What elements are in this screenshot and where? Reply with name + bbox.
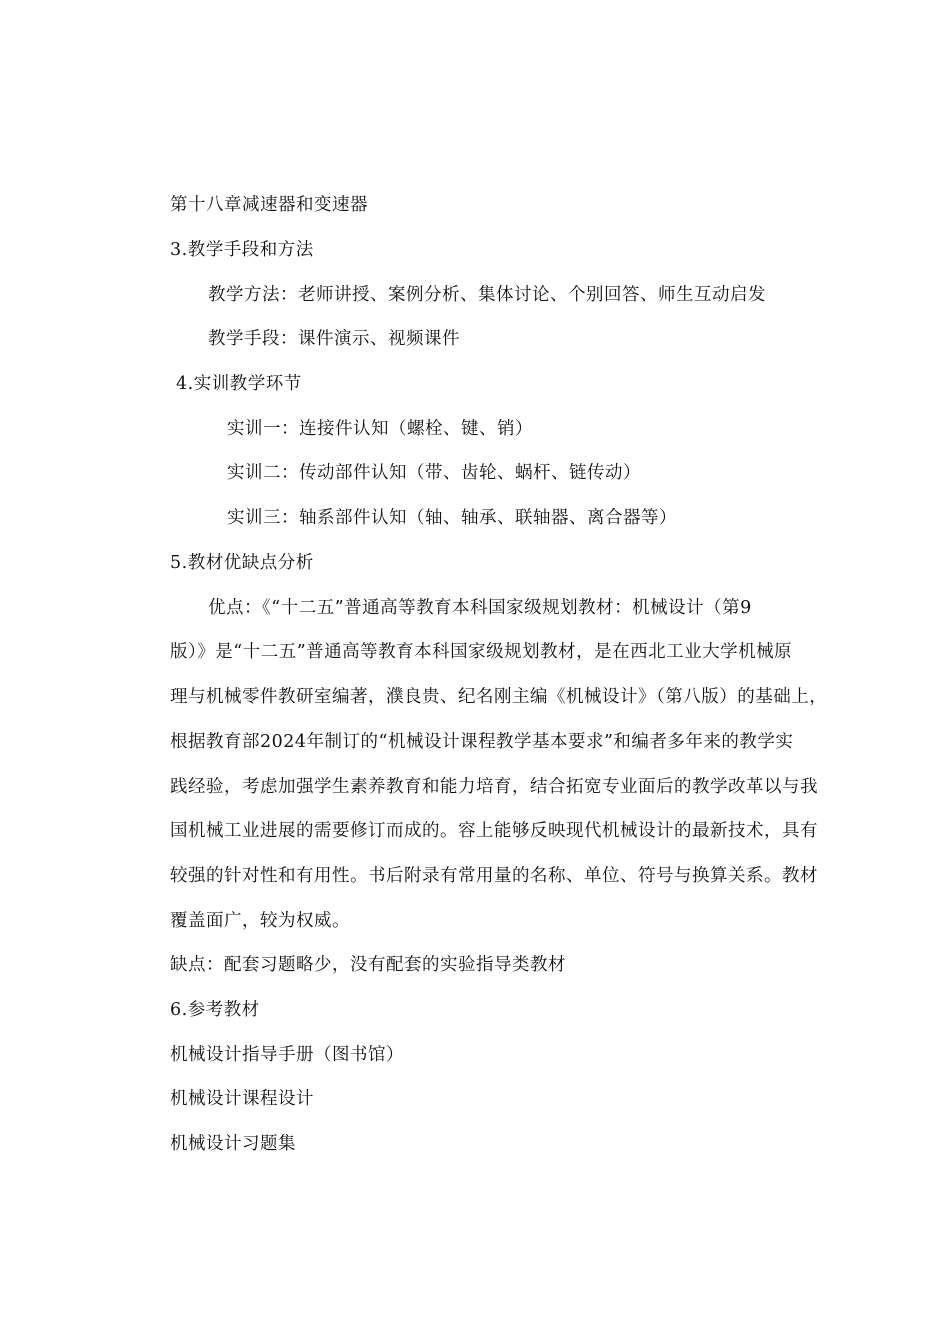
reference-item: 机械设计习题集 — [170, 1134, 296, 1154]
training-3: 实训三：轴系部件认知（轴、轴承、联轴器、离合器等） — [227, 508, 677, 528]
pros-line: 优点：《“十二五”普通高等教育本科国家级规划教材：机械设计（第9 — [208, 598, 752, 618]
cons-line: 缺点：配套习题略少，没有配套的实验指导类教材 — [170, 955, 566, 975]
training-1: 实训一：连接件认知（螺栓、键、销） — [227, 419, 533, 439]
pros-line: 理与机械零件教研室编著，濮良贵、纪名刚主编《机械设计》（第八版）的基础上， — [170, 687, 828, 707]
teaching-means: 教学手段：课件演示、视频课件 — [208, 329, 460, 349]
section-3-heading: 3.教学手段和方法 — [170, 240, 314, 260]
pros-line: 版）》是“十二五”普通高等教育本科国家级规划教材，是在西北工业大学机械原 — [170, 642, 793, 662]
reference-item: 机械设计指导手册（图书馆） — [170, 1045, 404, 1065]
section-6-heading: 6.参考教材 — [170, 1000, 260, 1020]
teaching-methods: 教学方法：老师讲授、案例分析、集体讨论、个别回答、师生互动启发 — [208, 285, 766, 305]
chapter-title: 第十八章减速器和变速器 — [170, 195, 368, 215]
pros-line: 较强的针对性和有用性。书后附录有常用量的名称、单位、符号与换算关系。教材 — [170, 866, 818, 886]
pros-line: 践经验，考虑加强学生素养教育和能力培育，结合拓宽专业面后的教学改革以与我 — [170, 777, 818, 797]
section-4-heading: 4.实训教学环节 — [176, 374, 302, 394]
pros-line: 覆盖面广，较为权威。 — [170, 911, 350, 931]
pros-line: 根据教育部2024年制订的“机械设计课程教学基本要求”和编者多年来的教学实 — [170, 732, 794, 752]
section-5-heading: 5.教材优缺点分析 — [170, 553, 314, 573]
pros-line: 国机械工业进展的需要修订而成的。容上能够反映现代机械设计的最新技术，具有 — [170, 821, 818, 841]
reference-item: 机械设计课程设计 — [170, 1089, 314, 1109]
training-2: 实训二：传动部件认知（带、齿轮、蜗杆、链传动） — [227, 463, 641, 483]
